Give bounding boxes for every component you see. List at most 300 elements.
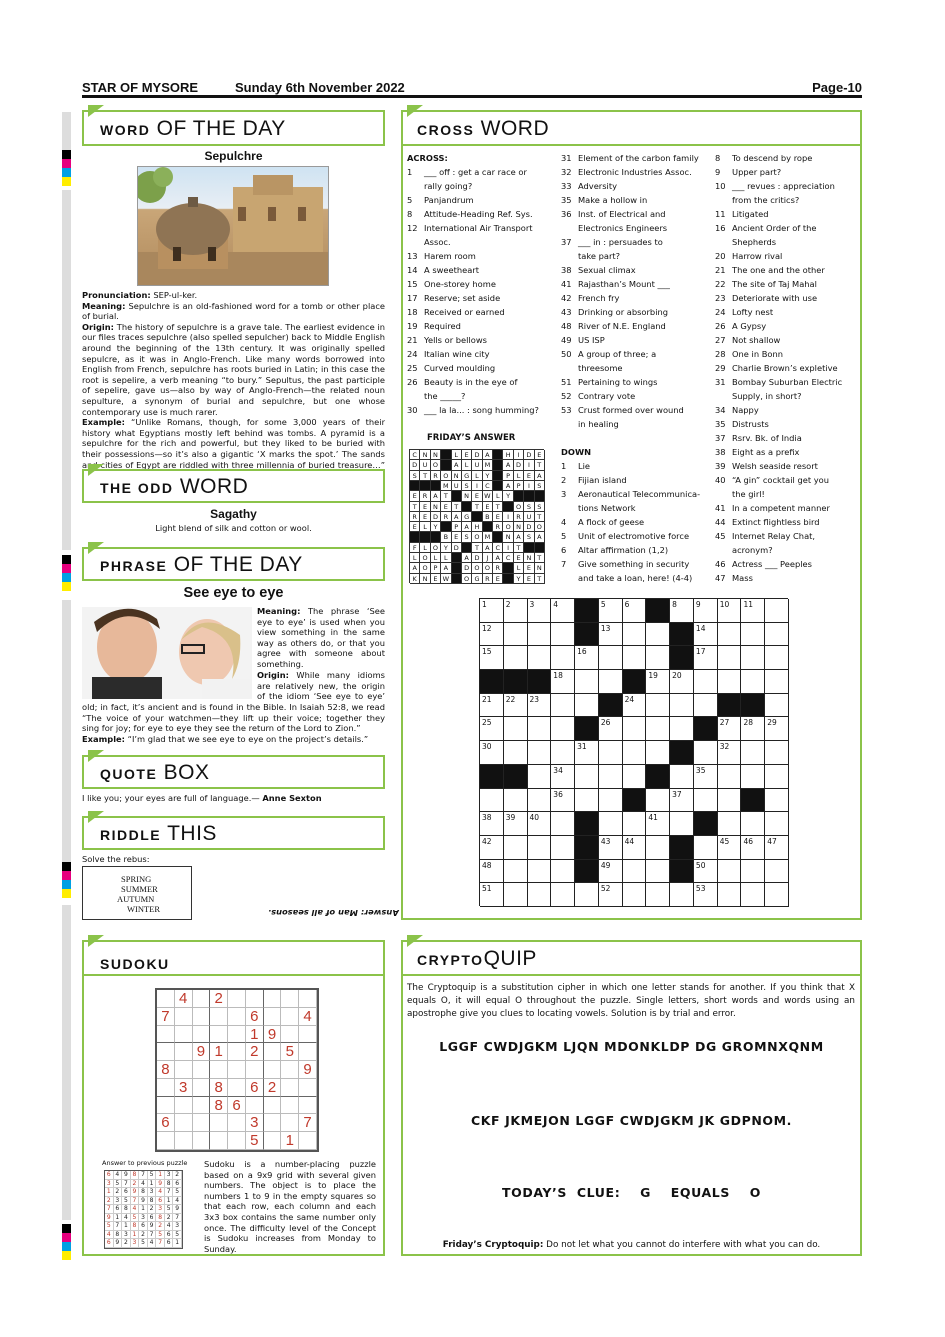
crossword-cell[interactable] <box>575 670 599 694</box>
clue-number: 7 <box>561 559 567 569</box>
crossword-cell[interactable]: 31 <box>575 741 599 765</box>
sudoku-cell[interactable] <box>157 1132 175 1150</box>
clue-line <box>561 263 711 277</box>
answer-cell: U <box>420 460 430 470</box>
sudoku-cell[interactable] <box>228 1132 246 1150</box>
crossword-cell[interactable]: 44 <box>623 836 647 860</box>
crossword-cell[interactable] <box>670 883 694 907</box>
prev-sudoku-cell: 5 <box>131 1214 140 1223</box>
crossword-cell[interactable] <box>528 646 552 670</box>
answer-cell: N <box>462 491 472 501</box>
crossword-cell[interactable] <box>504 860 528 884</box>
crossword-cell[interactable]: 30 <box>480 741 504 765</box>
answer-cell: M <box>483 460 493 470</box>
crossword-cell[interactable]: 27 <box>718 717 742 741</box>
clue-text: International Air Transport <box>424 223 533 233</box>
prev-sudoku-cell: 7 <box>165 1188 174 1197</box>
answer-cell: C <box>503 553 513 563</box>
sudoku-cell[interactable] <box>157 1043 175 1061</box>
sudoku-cell[interactable] <box>281 1114 299 1132</box>
answer-cell: S <box>410 471 420 481</box>
crossword-cell[interactable] <box>741 812 765 836</box>
clue-number <box>715 487 732 501</box>
crossword-cell[interactable]: 13 <box>599 623 623 647</box>
crossword-cell[interactable] <box>741 741 765 765</box>
crossword-cell[interactable] <box>670 765 694 789</box>
crossword-cell[interactable] <box>504 883 528 907</box>
crossword-cell[interactable] <box>670 717 694 741</box>
crossword-cell[interactable]: 49 <box>599 860 623 884</box>
answer-cell: Y <box>483 471 493 481</box>
crossword-cell[interactable]: 47 <box>765 836 789 860</box>
crossword-cell[interactable]: 46 <box>741 836 765 860</box>
sudoku-cell[interactable] <box>157 1079 175 1097</box>
sudoku-cell: 2 <box>246 1043 264 1061</box>
crossword-cell[interactable]: 6 <box>623 599 647 623</box>
clue-number: 41 <box>561 279 572 289</box>
quote-text: I like you; your eyes are full of language.— Anne Sexton <box>82 793 322 803</box>
crossword-cell[interactable]: 19 <box>646 670 670 694</box>
answer-cell <box>462 502 472 512</box>
print-margin-band <box>62 905 71 1220</box>
clue-text: ___ in : persuades to <box>578 237 663 247</box>
crossword-cell[interactable] <box>646 646 670 670</box>
clue-text: Assoc. <box>424 237 451 247</box>
clue-line <box>715 543 860 557</box>
crossword-cell[interactable]: 29 <box>765 717 789 741</box>
crossword-cell[interactable] <box>551 860 575 884</box>
crossword-cell[interactable] <box>670 694 694 718</box>
crossword-cell[interactable] <box>528 717 552 741</box>
crossword-cell[interactable] <box>504 646 528 670</box>
clue-line <box>561 249 711 263</box>
crossword-cell[interactable] <box>551 694 575 718</box>
crossword-cell[interactable]: 40 <box>528 812 552 836</box>
crossword-cell[interactable]: 39 <box>504 812 528 836</box>
answer-cell: E <box>420 502 430 512</box>
crossword-cell[interactable]: 36 <box>551 789 575 813</box>
print-margin-band <box>62 112 71 152</box>
crossword-cell[interactable] <box>599 670 623 694</box>
sudoku-cell: 2 <box>264 1079 282 1097</box>
sudoku-cell[interactable] <box>264 990 282 1008</box>
clue-line <box>561 333 711 347</box>
clue-number: 27 <box>715 335 726 345</box>
answer-cell: P <box>503 471 513 481</box>
crossword-cell[interactable] <box>718 670 742 694</box>
crossword-cell[interactable] <box>718 883 742 907</box>
answer-cell: O <box>431 543 441 553</box>
crossword-cell[interactable] <box>528 789 552 813</box>
word-of-day-title: WORD OF THE DAY <box>100 117 286 140</box>
paper-name: STAR OF MYSORE <box>82 80 199 95</box>
crossword-cell[interactable] <box>623 623 647 647</box>
answer-cell: J <box>483 553 493 563</box>
crossword-cell[interactable] <box>765 599 789 623</box>
answer-cell: G <box>462 512 472 522</box>
crossword-cell[interactable] <box>551 836 575 860</box>
crossword-cell[interactable]: 10 <box>718 599 742 623</box>
crossword-cell[interactable] <box>765 789 789 813</box>
crossword-cell[interactable] <box>646 741 670 765</box>
crossword-cell[interactable] <box>646 836 670 860</box>
clue-text: The site of Taj Mahal <box>732 279 817 289</box>
crossword-cell[interactable]: 45 <box>718 836 742 860</box>
sudoku-cell: 6 <box>157 1114 175 1132</box>
answer-cell <box>503 574 513 584</box>
crossword-cell[interactable] <box>504 789 528 813</box>
crossword-cell[interactable] <box>646 789 670 813</box>
crossword-cell[interactable] <box>765 860 789 884</box>
sudoku-cell[interactable] <box>264 1043 282 1061</box>
crossword-cell[interactable] <box>718 623 742 647</box>
crossword-cell[interactable] <box>694 694 718 718</box>
clue-text: Crust formed over wound <box>578 405 684 415</box>
crossword-cell[interactable] <box>646 623 670 647</box>
prev-sudoku-cell: 8 <box>122 1205 131 1214</box>
sudoku-cell[interactable] <box>157 1026 175 1044</box>
crossword-cell[interactable]: 43 <box>599 836 623 860</box>
clue-text: A group of three; a <box>578 349 657 359</box>
sudoku-cell: 5 <box>246 1132 264 1150</box>
sudoku-cell[interactable] <box>228 1026 246 1044</box>
sudoku-cell[interactable] <box>228 1061 246 1079</box>
sudoku-cell[interactable] <box>281 1008 299 1026</box>
crossword-cell[interactable] <box>480 789 504 813</box>
crossword-cell[interactable]: 1 <box>480 599 504 623</box>
answer-cell: I <box>524 481 534 491</box>
sudoku-cell[interactable] <box>193 1132 211 1150</box>
crossword-cell[interactable]: 4 <box>551 599 575 623</box>
sudoku-cell[interactable] <box>228 1043 246 1061</box>
crossword-cell[interactable] <box>599 741 623 765</box>
crossword-cell[interactable] <box>504 623 528 647</box>
prev-sudoku-cell: 8 <box>156 1214 165 1223</box>
crossword-cell[interactable] <box>646 860 670 884</box>
prev-sudoku-cell: 9 <box>156 1180 165 1189</box>
crossword-cell[interactable] <box>718 646 742 670</box>
crossword-cell[interactable]: 37 <box>670 789 694 813</box>
sudoku-cell[interactable] <box>193 990 211 1008</box>
crossword-cell[interactable] <box>623 765 647 789</box>
sudoku-cell[interactable] <box>175 1132 193 1150</box>
crossword-cell[interactable] <box>718 860 742 884</box>
crossword-cell[interactable] <box>765 694 789 718</box>
crossword-cell[interactable] <box>504 717 528 741</box>
crossword-cell[interactable]: 26 <box>599 717 623 741</box>
crossword-cell[interactable] <box>599 646 623 670</box>
clue-text: To descend by rope <box>732 153 813 163</box>
crossword-cell[interactable]: 25 <box>480 717 504 741</box>
answer-cell: N <box>524 553 534 563</box>
crossword-cell[interactable] <box>528 623 552 647</box>
answer-cell: E <box>410 491 420 501</box>
sudoku-cell[interactable] <box>299 1026 317 1044</box>
crossword-cell[interactable] <box>765 812 789 836</box>
crossword-cell[interactable]: 48 <box>480 860 504 884</box>
sudoku-cell[interactable] <box>210 1061 228 1079</box>
crossword-cell[interactable]: 52 <box>599 883 623 907</box>
sudoku-cell[interactable] <box>264 1008 282 1026</box>
crossword-cell[interactable] <box>741 883 765 907</box>
crossword-cell[interactable] <box>765 646 789 670</box>
crossword-cell[interactable]: 32 <box>718 741 742 765</box>
crossword-cell[interactable] <box>575 883 599 907</box>
crossword-cell[interactable]: 38 <box>480 812 504 836</box>
clue-number: 40 <box>715 475 726 485</box>
sudoku-cell: 5 <box>281 1043 299 1061</box>
crossword-cell[interactable]: 9 <box>694 599 718 623</box>
answer-cell <box>441 522 451 532</box>
crossword-cell[interactable]: 41 <box>646 812 670 836</box>
sudoku-cell[interactable] <box>299 1097 317 1115</box>
crossword-cell[interactable]: 3 <box>528 599 552 623</box>
crossword-cell[interactable] <box>599 789 623 813</box>
answer-cell: D <box>514 460 524 470</box>
crossword-cell[interactable] <box>718 765 742 789</box>
crossword-cell[interactable]: 53 <box>694 883 718 907</box>
prev-sudoku-cell: 6 <box>165 1231 174 1240</box>
crossword-cell[interactable] <box>765 765 789 789</box>
crossword-cell[interactable]: 21 <box>480 694 504 718</box>
crossword-cell[interactable] <box>504 741 528 765</box>
crossword-cell[interactable] <box>599 765 623 789</box>
sudoku-cell[interactable] <box>299 1043 317 1061</box>
sudoku-cell[interactable] <box>281 1079 299 1097</box>
crossword-cell[interactable] <box>694 836 718 860</box>
prev-sudoku-cell: 1 <box>105 1188 114 1197</box>
crossword-cell[interactable] <box>765 741 789 765</box>
cryptoquip-title: CRYPTOQUIP <box>417 947 537 970</box>
sudoku-cell[interactable] <box>281 1061 299 1079</box>
sudoku-cell: 9 <box>193 1043 211 1061</box>
crossword-cell[interactable]: 5 <box>599 599 623 623</box>
crossword-cell[interactable] <box>765 623 789 647</box>
sudoku-cell[interactable] <box>264 1097 282 1115</box>
crossword-cell[interactable]: 17 <box>694 646 718 670</box>
clue-number <box>407 235 424 249</box>
prev-sudoku-cell: 8 <box>148 1197 157 1206</box>
sudoku-cell[interactable] <box>193 1114 211 1132</box>
black-cell <box>670 741 694 765</box>
crossword-cell[interactable] <box>718 812 742 836</box>
crossword-cell[interactable]: 8 <box>670 599 694 623</box>
sudoku-cell[interactable] <box>281 1026 299 1044</box>
crossword-cell[interactable]: 16 <box>575 646 599 670</box>
color-registration-mark <box>62 862 71 898</box>
clue-number <box>561 571 578 585</box>
answer-cell: H <box>503 450 513 460</box>
crossword-cell[interactable]: 50 <box>694 860 718 884</box>
sudoku-cell[interactable] <box>228 1008 246 1026</box>
crossword-cell[interactable]: 42 <box>480 836 504 860</box>
riddle-title: RIDDLE THIS <box>100 822 217 845</box>
crossword-cell[interactable] <box>694 789 718 813</box>
sudoku-cell[interactable] <box>228 990 246 1008</box>
black-cell <box>670 860 694 884</box>
answer-cell: O <box>420 553 430 563</box>
sudoku-cell[interactable] <box>299 990 317 1008</box>
crossword-cell[interactable] <box>575 789 599 813</box>
crossword-cell[interactable] <box>528 883 552 907</box>
crossword-cell[interactable] <box>623 717 647 741</box>
sudoku-cell[interactable] <box>246 1097 264 1115</box>
clue-line <box>715 305 860 319</box>
clue-number: 6 <box>561 545 567 555</box>
sudoku-cell: 8 <box>210 1097 228 1115</box>
crossword-cell[interactable] <box>741 765 765 789</box>
clue-number <box>715 193 732 207</box>
crossword-title-rule <box>401 144 862 146</box>
crossword-cell[interactable]: 28 <box>741 717 765 741</box>
crossword-cell[interactable] <box>718 789 742 813</box>
sudoku-cell[interactable] <box>175 1043 193 1061</box>
clue-number: 15 <box>407 279 418 289</box>
clue-text: ___ revues : appreciation <box>732 181 835 191</box>
crossword-cell[interactable]: 35 <box>694 765 718 789</box>
crossword-cell[interactable]: 11 <box>741 599 765 623</box>
clue-text: US ISP <box>578 335 605 345</box>
crossword-cell[interactable] <box>599 812 623 836</box>
crossword-cell[interactable] <box>528 765 552 789</box>
answer-cell: T <box>472 543 482 553</box>
sudoku-cell[interactable] <box>157 1097 175 1115</box>
crossword-cell[interactable] <box>551 812 575 836</box>
crossword-cell[interactable] <box>623 883 647 907</box>
answer-cell: N <box>535 563 545 573</box>
fridays-answer-heading: FRIDAY’S ANSWER <box>427 433 516 443</box>
phrase-origin-start: Origin: While many idioms are relatively new, the origin of the idiom ‘See eye to eye’ <box>257 670 385 701</box>
sudoku-cell[interactable] <box>246 1061 264 1079</box>
crossword-cell[interactable] <box>575 694 599 718</box>
crossword-cell[interactable] <box>741 860 765 884</box>
sudoku-cell[interactable] <box>264 1132 282 1150</box>
crossword-cell[interactable] <box>741 623 765 647</box>
crossword-cell[interactable] <box>623 812 647 836</box>
clue-text: French fry <box>578 293 620 303</box>
sudoku-cell[interactable] <box>246 990 264 1008</box>
crossword-cell[interactable]: 22 <box>504 694 528 718</box>
crossword-cell[interactable] <box>623 741 647 765</box>
answer-cell: L <box>514 563 524 573</box>
crossword-cell[interactable] <box>504 836 528 860</box>
crossword-cell[interactable] <box>765 670 789 694</box>
clue-number: 38 <box>561 265 572 275</box>
clue-text: Adversity <box>578 181 618 191</box>
crossword-cell[interactable] <box>741 646 765 670</box>
sudoku-cell[interactable] <box>193 1079 211 1097</box>
prev-sudoku-cell: 3 <box>156 1205 165 1214</box>
sudoku-cell[interactable] <box>264 1114 282 1132</box>
crossword-cell[interactable]: 18 <box>551 670 575 694</box>
clue-text: Mass <box>732 573 753 583</box>
clue-line <box>561 403 711 417</box>
sudoku-cell: 7 <box>299 1114 317 1132</box>
sudoku-cell[interactable] <box>193 1026 211 1044</box>
crossword-cell[interactable]: 12 <box>480 623 504 647</box>
crossword-cell[interactable]: 23 <box>528 694 552 718</box>
sudoku-cell[interactable] <box>175 1114 193 1132</box>
sudoku-cell[interactable] <box>264 1061 282 1079</box>
crossword-cell[interactable] <box>551 741 575 765</box>
crossword-cell[interactable] <box>741 670 765 694</box>
clue-text: Electronic Industries Assoc. <box>578 167 692 177</box>
sudoku-cell[interactable] <box>193 1008 211 1026</box>
clue-line <box>407 389 557 403</box>
sudoku-cell[interactable] <box>193 1097 211 1115</box>
sudoku-cell[interactable] <box>228 1114 246 1132</box>
answer-cell: T <box>535 553 545 563</box>
clue-line <box>715 347 860 361</box>
sudoku-cell[interactable] <box>281 1097 299 1115</box>
crossword-cell[interactable] <box>646 883 670 907</box>
sudoku-previous-answer <box>104 1170 183 1249</box>
clue-line <box>407 291 557 305</box>
prev-sudoku-cell: 7 <box>156 1239 165 1248</box>
answer-cell: R <box>441 512 451 522</box>
crossword-cell[interactable] <box>623 646 647 670</box>
sudoku-cell[interactable] <box>210 1026 228 1044</box>
crossword-cell[interactable]: 14 <box>694 623 718 647</box>
prev-sudoku-cell: 4 <box>139 1180 148 1189</box>
crossword-cell[interactable] <box>551 717 575 741</box>
crossword-cell[interactable] <box>646 694 670 718</box>
sudoku-cell[interactable] <box>210 1008 228 1026</box>
sudoku-cell[interactable] <box>175 1097 193 1115</box>
sudoku-cell[interactable] <box>299 1079 317 1097</box>
crossword-cell[interactable] <box>646 717 670 741</box>
answer-cell: W <box>483 491 493 501</box>
crossword-cell[interactable]: 20 <box>670 670 694 694</box>
sudoku-cell[interactable] <box>299 1132 317 1150</box>
prev-sudoku-cell: 5 <box>105 1222 114 1231</box>
sudoku-cell[interactable] <box>175 1026 193 1044</box>
crossword-cell[interactable] <box>528 836 552 860</box>
crossword-cell[interactable]: 15 <box>480 646 504 670</box>
sudoku-cell[interactable] <box>281 990 299 1008</box>
sudoku-cell[interactable] <box>210 1114 228 1132</box>
crossword-cell[interactable] <box>765 883 789 907</box>
down-heading: DOWN <box>561 447 592 457</box>
crossword-cell[interactable] <box>575 765 599 789</box>
sudoku-cell[interactable] <box>210 1132 228 1150</box>
crossword-cell[interactable]: 34 <box>551 765 575 789</box>
sudoku-cell[interactable] <box>228 1079 246 1097</box>
crossword-cell[interactable] <box>551 646 575 670</box>
crossword-cell[interactable]: 24 <box>623 694 647 718</box>
sudoku-cell[interactable] <box>157 990 175 1008</box>
crossword-cell[interactable] <box>528 741 552 765</box>
answer-cell: O <box>472 532 482 542</box>
sudoku-cell[interactable] <box>175 1061 193 1079</box>
crossword-cell[interactable]: 2 <box>504 599 528 623</box>
sudoku-cell[interactable] <box>193 1061 211 1079</box>
crossword-cell[interactable] <box>623 860 647 884</box>
crossword-cell[interactable] <box>551 623 575 647</box>
page-number: Page-10 <box>812 80 862 95</box>
crossword-cell[interactable] <box>528 860 552 884</box>
sudoku-cell[interactable] <box>175 1008 193 1026</box>
answer-cell <box>410 481 420 491</box>
crossword-cell[interactable] <box>551 883 575 907</box>
clue-number: 35 <box>561 195 572 205</box>
crossword-cell[interactable] <box>694 741 718 765</box>
crossword-cell[interactable] <box>694 670 718 694</box>
answer-cell: U <box>452 481 462 491</box>
crossword-cell[interactable]: 51 <box>480 883 504 907</box>
crossword-cell[interactable] <box>670 812 694 836</box>
odd-word-title: THE ODD WORD <box>100 475 249 498</box>
